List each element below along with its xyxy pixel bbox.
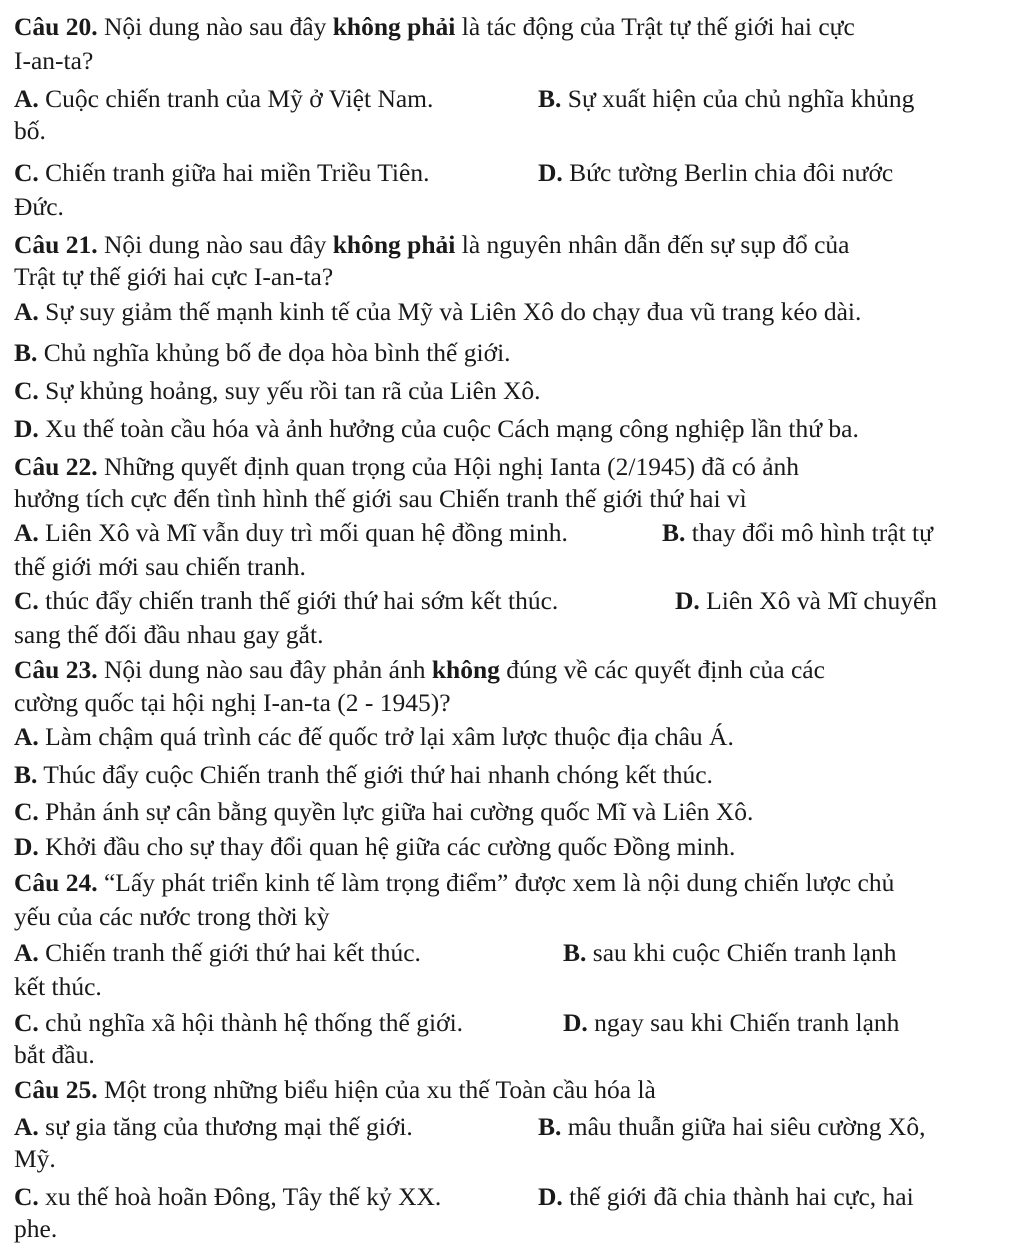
q20-option-d [538,158,893,188]
q20-stem-a: Nội dung nào sau đây [97,12,333,41]
q23-a-label: A. [14,722,39,751]
q23-c-text: Phản ánh sự cân bằng quyền lực giữa hai cường quốc Mĩ và Liên Xô. [38,797,754,826]
q23-label: Câu 23. [14,655,98,684]
q20-d-label: D. [538,158,563,187]
q25-option-d [538,1182,914,1212]
q23-option-a [14,722,734,752]
q22-stem-line2: hưởng tích cực đến tình hình thế giới sau Chiến tranh thế giới thứ hai vì [14,484,747,513]
q24-d-label: D. [563,1008,588,1037]
q21-a-text: Sự suy giảm thế mạnh kinh tế của Mỹ và Liên Xô do chạy đua vũ trang kéo dài. [38,297,862,326]
q24-option-c [14,1008,463,1038]
q25-option-b [538,1112,925,1142]
q20-option-b-cont: bố. [14,116,46,145]
q25-c-label: C. [14,1182,39,1211]
q25-c-text: xu thế hoà hoãn Đông, Tây thế kỷ XX. [38,1182,442,1211]
q22-option-d [675,586,937,616]
q23-stem-line1 [14,655,825,685]
q20-option-b [538,84,914,114]
q22-d-label: D. [675,586,700,615]
q23-option-b [14,760,713,790]
q20-c-text: Chiến tranh giữa hai miền Triều Tiên. [38,158,430,187]
q21-option-a [14,297,861,327]
q22-stem-line1 [14,452,799,482]
q21-stem-line2: Trật tự thế giới hai cực I-an-ta? [14,262,334,291]
q23-option-c [14,797,753,827]
q25-option-a [14,1112,413,1142]
q24-label: Câu 24. [14,868,98,897]
q20-stem-line1 [14,12,855,42]
q22-option-b-cont: thế giới mới sau chiến tranh. [14,552,306,581]
q22-b-text: thay đổi mô hình trật tự [685,518,933,547]
q20-option-c [14,158,429,188]
q23-stem-emphasis: không [431,655,500,684]
q21-stem-a: Nội dung nào sau đây [97,230,333,259]
q21-c-text: Sự khủng hoảng, suy yếu rồi tan rã của Liên Xô. [38,376,541,405]
q22-c-text: thúc đẩy chiến tranh thế giới thứ hai sớm kết thúc. [38,586,559,615]
q21-stem-c: là nguyên nhân dẫn đến sự sụp đổ của [455,230,850,259]
q24-option-d [563,1008,899,1038]
q20-d-text: Bức tường Berlin chia đôi nước [562,158,894,187]
q21-b-text: Chủ nghĩa khủng bố đe dọa hòa bình thế giới. [37,338,511,367]
q24-d-text: ngay sau khi Chiến tranh lạnh [587,1008,900,1037]
q20-option-a [14,84,433,114]
q24-option-b [563,938,897,968]
q25-a-label: A. [14,1112,39,1141]
q23-stem-a: Nội dung nào sau đây phản ánh [97,655,432,684]
q25-d-label: D. [538,1182,563,1211]
q21-d-label: D. [14,414,39,443]
q22-option-c [14,586,558,616]
q23-stem-line2: cường quốc tại hội nghị I-an-ta (2 - 1945)? [14,688,451,717]
q24-a-text: Chiến tranh thế giới thứ hai kết thúc. [38,938,421,967]
q24-b-label: B. [563,938,587,967]
q22-label: Câu 22. [14,452,98,481]
q23-a-text: Làm chậm quá trình các đế quốc trở lại xâm lược thuộc địa châu Á. [38,722,734,751]
q23-option-d [14,832,735,862]
q24-a-label: A. [14,938,39,967]
q22-c-label: C. [14,586,39,615]
q25-option-d-cont: phe. [14,1214,58,1243]
q21-stem-line1 [14,230,849,260]
q25-a-text: sự gia tăng của thương mại thế giới. [38,1112,413,1141]
q23-b-label: B. [14,760,38,789]
q22-stem-a: Những quyết định quan trọng của Hội nghị Ianta (2/1945) đã có ảnh [97,452,800,481]
q22-a-text: Liên Xô và Mĩ vẫn duy trì mối quan hệ đồng minh. [38,518,568,547]
q20-a-text: Cuộc chiến tranh của Mỹ ở Việt Nam. [38,84,434,113]
q22-option-d-cont: sang thế đối đầu nhau gay gắt. [14,620,324,649]
q23-b-text: Thúc đẩy cuộc Chiến tranh thế giới thứ hai nhanh chóng kết thúc. [37,760,713,789]
q20-a-label: A. [14,84,39,113]
q25-b-label: B. [538,1112,562,1141]
q24-stem-line2: yếu của các nước trong thời kỳ [14,902,330,931]
q22-a-label: A. [14,518,39,547]
q22-d-text: Liên Xô và Mĩ chuyển [699,586,938,615]
q25-b-text: mâu thuẫn giữa hai siêu cường Xô, [561,1112,926,1141]
q21-c-label: C. [14,376,39,405]
q20-label: Câu 20. [14,12,98,41]
q20-c-label: C. [14,158,39,187]
q22-option-a [14,518,568,548]
q21-a-label: A. [14,297,39,326]
q25-option-c [14,1182,441,1212]
q23-d-label: D. [14,832,39,861]
q24-stem-a: “Lấy phát triển kinh tế làm trọng điểm” được xem là nội dung chiến lược chủ [97,868,895,897]
q21-option-c [14,376,541,406]
q21-option-b [14,338,511,368]
q21-d-text: Xu thế toàn cầu hóa và ảnh hưởng của cuộc Cách mạng công nghiệp lần thứ ba. [38,414,859,443]
q25-stem-line1 [14,1075,656,1105]
q24-option-a [14,938,421,968]
q20-stem-c: là tác động của Trật tự thế giới hai cực [455,12,855,41]
q21-option-d [14,414,859,444]
q23-stem-c: đúng về các quyết định của các [499,655,825,684]
q24-b-text: sau khi cuộc Chiến tranh lạnh [586,938,897,967]
q20-option-d-cont: Đức. [14,192,64,221]
q20-stem-line2: I-an-ta? [14,46,94,75]
q22-option-b [662,518,933,548]
q21-b-label: B. [14,338,38,367]
q25-d-text: thế giới đã chia thành hai cực, hai [562,1182,914,1211]
q25-label: Câu 25. [14,1075,98,1104]
q21-stem-emphasis: không phải [332,230,456,259]
q24-c-label: C. [14,1008,39,1037]
q25-stem-a: Một trong những biểu hiện của xu thế Toàn cầu hóa là [97,1075,656,1104]
q24-option-b-cont: kết thúc. [14,972,102,1001]
q21-label: Câu 21. [14,230,98,259]
q23-c-label: C. [14,797,39,826]
q24-c-text: chủ nghĩa xã hội thành hệ thống thế giới. [38,1008,464,1037]
q23-d-text: Khởi đầu cho sự thay đổi quan hệ giữa các cường quốc Đồng minh. [38,832,736,861]
q22-b-label: B. [662,518,686,547]
q20-stem-emphasis: không phải [332,12,456,41]
q20-b-label: B. [538,84,562,113]
q24-option-d-cont: bắt đầu. [14,1040,95,1069]
q25-option-b-cont: Mỹ. [14,1144,56,1173]
q20-b-text: Sự xuất hiện của chủ nghĩa khủng [561,84,915,113]
q24-stem-line1 [14,868,894,898]
